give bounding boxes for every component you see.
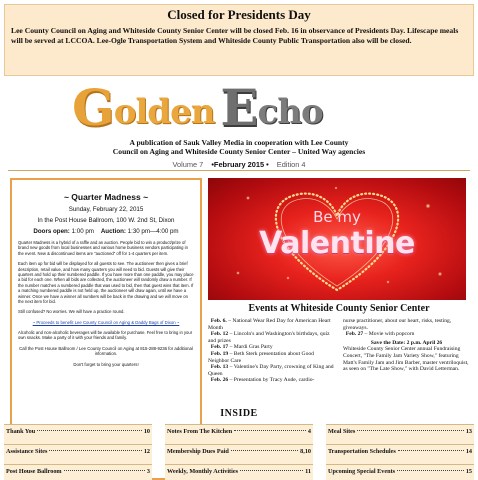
event-date: Feb. 17 bbox=[210, 344, 229, 351]
index-entry[interactable] bbox=[326, 424, 474, 444]
logo-letter-e: E bbox=[220, 78, 258, 137]
logo-olden: olden bbox=[113, 92, 215, 132]
doors-time: 1:00 pm bbox=[71, 228, 94, 235]
events-list bbox=[208, 318, 470, 384]
quarter-madness-rules: Each item up for bid will be displayed for all guests to see. The auctioneer then gives a brief description, retail value, and how many quarters you will need to bid. Guests will give their quarters and hold up their numbered paddle. If you have more than one paddle, you may place a bid for each one. When all bids are collected, the auctioneer will randomly draw a number. If the number matches a numbered paddle that was used to bid, then that guest wins that item. If a matching numbered paddle is not held up, the auctioneer will draw again, until we have a winner. Once we have a winner all numbers will be back in the drawing and we will move on the next item for bid. bbox=[18, 261, 194, 305]
quarter-madness-contact: Call the Post House Ballroom / Lee County Council on Aging at 815-288-9236 for additional information. bbox=[19, 345, 193, 357]
logo-cho: cho bbox=[257, 92, 323, 132]
index-entry[interactable] bbox=[165, 464, 313, 480]
index-page: 4 bbox=[307, 428, 311, 435]
issue-date: •February 2015 • bbox=[211, 160, 269, 169]
index-label: Membership Dues Paid bbox=[167, 448, 229, 455]
index-label: Meal Sites bbox=[328, 428, 356, 435]
inside-index bbox=[4, 408, 474, 480]
events-column-1 bbox=[208, 318, 335, 384]
index-label: Weekly, Monthly Activities bbox=[167, 468, 238, 475]
tagline-line-2: Council on Aging and Whiteside County Senior Center – United Way agencies bbox=[112, 147, 366, 156]
auction-time: 1:30 pm—4:00 pm bbox=[127, 228, 179, 235]
issue-edition: Edition 4 bbox=[276, 160, 306, 169]
inside-column-1 bbox=[4, 424, 152, 480]
event-item bbox=[208, 331, 335, 344]
inside-column-3 bbox=[326, 424, 474, 480]
tagline bbox=[0, 138, 478, 156]
index-entry[interactable] bbox=[4, 444, 152, 464]
index-label: Transportation Schedules bbox=[328, 448, 396, 455]
event-text: – Lincoln's and Washington's birthdays, quiz and prizes bbox=[208, 331, 330, 344]
event-date: Feb. 19 bbox=[210, 350, 229, 357]
events-heading: Events at Whiteside County Senior Center bbox=[248, 303, 430, 314]
event-item bbox=[208, 318, 335, 331]
index-page: 12 bbox=[143, 448, 150, 455]
event-item bbox=[208, 364, 335, 377]
quarter-madness-drinks: Alcoholic and non-alcoholic beverages will be available for purchase. Feel free to bring in your own snacks. Make a party of it with your friends and family. bbox=[18, 329, 193, 341]
index-entry[interactable] bbox=[326, 444, 474, 464]
dot-leader bbox=[357, 430, 463, 431]
index-label: Upcoming Special Events bbox=[328, 468, 396, 475]
index-page: 13 bbox=[465, 428, 472, 435]
event-text: – Beth Sterk presentation about Good Neighbor Care bbox=[208, 350, 314, 364]
quarter-madness-times bbox=[18, 228, 194, 235]
notice-body: Lee County Council on Aging and Whiteside County Senior Center will be closed Feb. 16 in observance of Presidents Day. Lifescape meals will be served at LCCOA. Lee-Ogle Transportation System and Whiteside County Public Transportation also will be closed. bbox=[11, 26, 459, 45]
event-date: Feb. 12 bbox=[210, 331, 229, 338]
event-item bbox=[208, 351, 335, 364]
event-date: Feb. 6. bbox=[210, 318, 227, 324]
save-the-date-heading: Save the Date: 2 p.m. April 26 bbox=[370, 339, 443, 346]
quarter-madness-date: Sunday, February 22, 2015 bbox=[68, 206, 144, 213]
dot-leader bbox=[37, 430, 142, 431]
inside-heading: INSIDE bbox=[220, 408, 258, 419]
index-entry[interactable] bbox=[4, 424, 152, 444]
index-label: Assistance Sites bbox=[6, 448, 48, 455]
valentine-photo bbox=[208, 178, 466, 300]
notice-title: Closed for Presidents Day bbox=[167, 7, 311, 22]
event-continuation: nurse practitioner, about our heart, risks, testing, giveaways. bbox=[343, 318, 452, 331]
index-entry[interactable] bbox=[4, 464, 152, 480]
save-the-date-text: Whiteside County Senior Center annual Fundraising Concert, "The Family Jam Variety Show," featuring Matt's Family Jam and Jim Barber, master ventriloquist, as seen on "The Late Show," with David Letterman. bbox=[343, 346, 469, 373]
dot-leader bbox=[231, 450, 298, 451]
golden-echo-logo bbox=[72, 78, 323, 137]
inside-column-2 bbox=[165, 424, 313, 480]
event-item bbox=[208, 344, 335, 351]
quarter-madness-practice: Still confused? No worries. We will have a practice round. bbox=[18, 309, 125, 315]
index-label: Post House Ballroom bbox=[6, 468, 62, 475]
event-date: Feb. 27 bbox=[345, 331, 364, 338]
event-item bbox=[343, 331, 470, 338]
closure-notice bbox=[4, 4, 474, 76]
issue-volume: Volume 7 bbox=[172, 160, 204, 169]
tagline-line-1: A publication of Sauk Valley Media in cooperation with Lee County bbox=[129, 138, 349, 147]
quarter-madness-location: In the Post House Ballroom, 100 W. 2nd St, Dixon bbox=[37, 217, 175, 224]
be-my-text: Be my bbox=[313, 208, 361, 226]
event-date: Feb. 26 bbox=[210, 377, 229, 384]
dot-leader bbox=[398, 450, 464, 451]
event-text: – Mardi Gras Party bbox=[228, 344, 273, 351]
quarter-madness-reminder: Don't forget to bring your quarters! bbox=[73, 361, 139, 367]
quarter-madness-description: Quarter Madness is a hybrid of a raffle and an auction. People bid to win a product/prize of brand new goods from local businesses and various home business vendors participating in the event. New & discontinued items are "auctioned" off for 1-4 quarters per item. bbox=[18, 240, 188, 256]
event-text: – National Wear Red Day for American Heart Month bbox=[208, 318, 331, 331]
header-divider bbox=[8, 170, 470, 171]
quarter-madness-title: ~ Quarter Madness ~ bbox=[63, 192, 149, 202]
index-label: Thank You bbox=[6, 428, 36, 435]
doors-label: Doors open: bbox=[33, 228, 70, 235]
index-label: Notes From The Kitchen bbox=[167, 428, 233, 435]
event-item bbox=[208, 377, 335, 384]
index-page: 11 bbox=[305, 468, 311, 475]
index-page: 14 bbox=[465, 448, 472, 455]
index-entry[interactable] bbox=[165, 424, 313, 444]
index-entry[interactable] bbox=[165, 444, 313, 464]
logo-letter-g: G bbox=[72, 78, 114, 137]
valentine-text: Valentine bbox=[259, 226, 415, 261]
masthead bbox=[0, 78, 478, 137]
index-entry[interactable] bbox=[326, 464, 474, 480]
event-date: Feb. 13 bbox=[210, 364, 229, 371]
index-page: 10 bbox=[143, 428, 150, 435]
quarter-madness-benefit: ~ Proceeds to benefit Lee County Council on Aging & Daddy Bags of Dixon ~ bbox=[32, 319, 180, 325]
dot-leader bbox=[49, 450, 141, 451]
dot-leader bbox=[234, 430, 306, 431]
index-page: 15 bbox=[465, 468, 472, 475]
event-text: – Presentation by Tracy Aude, cardio- bbox=[228, 377, 315, 384]
event-text: – Movie with popcorn bbox=[363, 331, 415, 338]
dot-leader bbox=[397, 470, 464, 471]
event-text: – Valentine's Day Party, crowning of King and Queen bbox=[208, 364, 334, 377]
events-column-2 bbox=[343, 318, 470, 384]
index-page: 3 bbox=[146, 468, 150, 475]
dot-leader bbox=[240, 470, 303, 471]
dot-leader bbox=[64, 470, 145, 471]
inside-grid bbox=[4, 424, 474, 480]
issue-info bbox=[0, 160, 478, 169]
auction-label: Auction: bbox=[100, 228, 126, 235]
index-page: 8,10 bbox=[300, 448, 311, 455]
